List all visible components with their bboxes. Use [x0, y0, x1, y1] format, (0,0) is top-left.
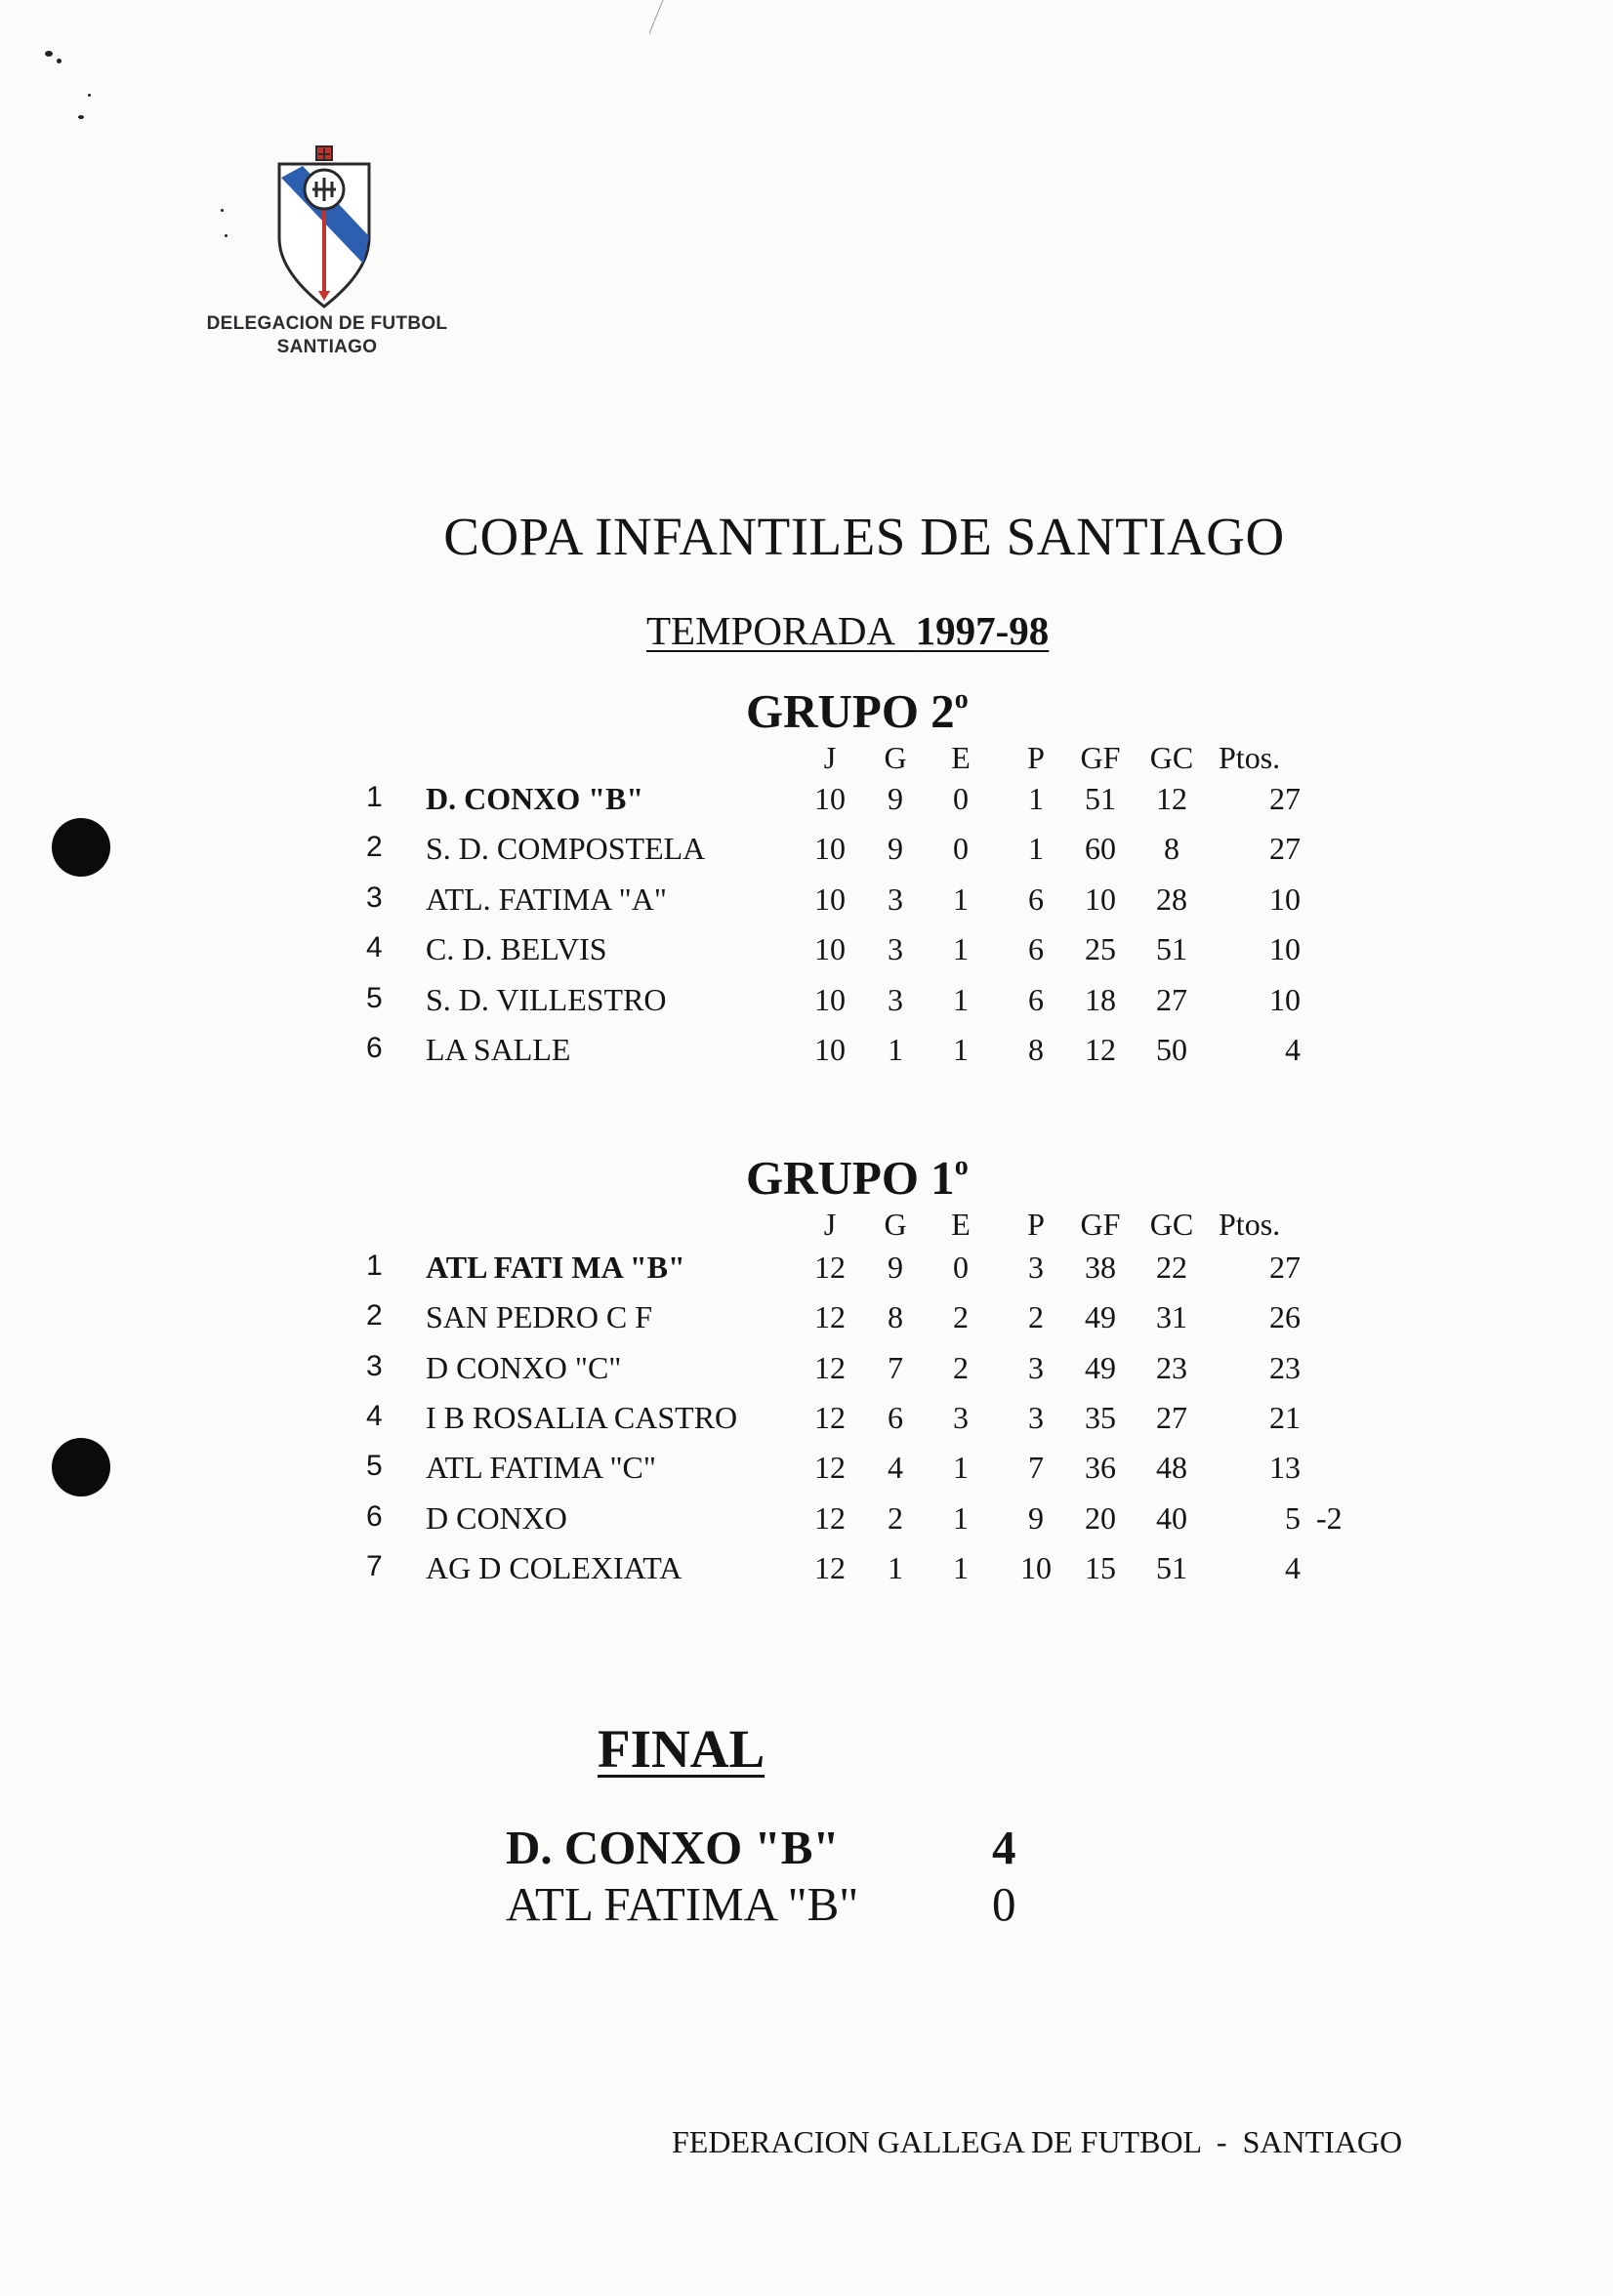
table-row	[0, 1400, 1613, 1439]
stat-cell-gc: 23	[1156, 1349, 1187, 1385]
stat-cell-pts: 10	[1269, 931, 1301, 967]
stat-cell-e: 1	[953, 1032, 969, 1067]
stat-cell-g: 2	[888, 1499, 903, 1536]
stat-cell-j: 10	[814, 831, 846, 867]
season-label: TEMPORADA	[646, 608, 896, 653]
final-team: ATL FATIMA "B"	[506, 1877, 859, 1931]
stat-cell-j: 10	[814, 881, 846, 917]
stat-cell-pts: 10	[1269, 981, 1301, 1017]
column-header: G	[884, 1207, 907, 1242]
stat-cell-gc: 28	[1156, 881, 1187, 917]
column-header: E	[951, 1207, 971, 1242]
stat-cell-e: 0	[953, 1250, 969, 1285]
group-name: GRUPO 1	[746, 1151, 955, 1205]
penalty-note-cell: -2	[1316, 1499, 1343, 1536]
position-cell: 7	[366, 1549, 383, 1582]
group-ordinal: o	[954, 684, 969, 715]
stat-cell-pts: 5	[1285, 1499, 1301, 1536]
stat-cell-e: 1	[953, 1499, 969, 1536]
stat-cell-gc: 22	[1156, 1250, 1187, 1285]
column-header: P	[1027, 740, 1045, 775]
stat-cell-g: 6	[888, 1399, 903, 1435]
document-footer: FEDERACION GALLEGA DE FUTBOL - SANTIAGO	[672, 2124, 1403, 2159]
team-name-cell: I B ROSALIA CASTRO	[426, 1399, 738, 1435]
stat-cell-gf: 60	[1085, 831, 1116, 867]
stat-cell-e: 0	[953, 831, 969, 867]
stat-cell-g: 4	[888, 1450, 903, 1486]
table-row	[0, 781, 1613, 820]
stat-cell-g: 9	[888, 781, 903, 816]
group-title	[746, 1150, 969, 1206]
final-title: FINAL	[598, 1719, 765, 1779]
stat-cell-gc: 48	[1156, 1450, 1187, 1486]
stat-cell-gc: 27	[1156, 1399, 1187, 1435]
stat-cell-p: 6	[1028, 931, 1044, 967]
position-cell: 3	[366, 881, 383, 914]
group-ordinal: o	[954, 1151, 969, 1181]
table-row	[0, 931, 1613, 970]
stat-cell-e: 2	[953, 1349, 969, 1385]
stat-cell-gf: 10	[1085, 881, 1116, 917]
stat-cell-gf: 51	[1085, 781, 1116, 816]
scan-speck	[225, 234, 227, 237]
season-heading	[646, 607, 1049, 654]
stat-cell-gf: 18	[1085, 981, 1116, 1017]
team-name-cell: C. D. BELVIS	[426, 931, 607, 967]
column-header: Ptos.	[1219, 1207, 1281, 1242]
final-row-runner-up	[506, 1876, 1092, 1931]
team-name-cell: D CONXO	[426, 1499, 567, 1536]
stat-cell-p: 3	[1028, 1349, 1044, 1385]
stat-cell-j: 12	[814, 1299, 846, 1335]
stat-cell-pts: 27	[1269, 781, 1301, 816]
stat-cell-j: 10	[814, 781, 846, 816]
stat-cell-p: 6	[1028, 981, 1044, 1017]
logo-caption-line1: DELEGACION DE FUTBOL	[206, 313, 448, 334]
stat-cell-p: 8	[1028, 1032, 1044, 1067]
stat-cell-e: 1	[953, 881, 969, 917]
group-title	[746, 683, 969, 739]
stat-cell-j: 10	[814, 1032, 846, 1067]
stat-cell-e: 3	[953, 1399, 969, 1435]
stat-cell-p: 3	[1028, 1399, 1044, 1435]
column-header: GC	[1149, 740, 1194, 775]
logo-caption	[166, 312, 488, 359]
stat-cell-gf: 25	[1085, 931, 1116, 967]
position-cell: 4	[366, 931, 383, 964]
stat-cell-gf: 49	[1085, 1349, 1116, 1385]
table-row	[0, 882, 1613, 921]
stat-cell-g: 9	[888, 831, 903, 867]
team-name-cell: D. CONXO "B"	[426, 781, 644, 816]
position-cell: 3	[366, 1349, 383, 1382]
team-name-cell: ATL. FATIMA "A"	[426, 881, 667, 917]
stat-cell-e: 1	[953, 931, 969, 967]
table-row	[0, 1299, 1613, 1338]
stat-cell-gf: 20	[1085, 1499, 1116, 1536]
table-row	[0, 1550, 1613, 1589]
scan-speck	[88, 94, 91, 97]
position-cell: 2	[366, 831, 383, 864]
stat-cell-j: 12	[814, 1450, 846, 1486]
position-cell: 1	[366, 781, 383, 813]
position-cell: 5	[366, 1450, 383, 1483]
final-team: D. CONXO "B"	[506, 1821, 840, 1874]
table-row	[0, 982, 1613, 1021]
stat-cell-g: 8	[888, 1299, 903, 1335]
team-name-cell: SAN PEDRO C F	[426, 1299, 653, 1335]
final-score: 4	[992, 1821, 1016, 1874]
stat-cell-p: 7	[1028, 1450, 1044, 1486]
stat-cell-p: 10	[1020, 1549, 1052, 1585]
document-title: COPA INFANTILES DE SANTIAGO	[443, 507, 1285, 566]
scan-speck	[45, 51, 53, 57]
stat-cell-g: 1	[888, 1032, 903, 1067]
stat-cell-gc: 27	[1156, 981, 1187, 1017]
stat-cell-e: 1	[953, 981, 969, 1017]
stat-cell-gf: 12	[1085, 1032, 1116, 1067]
stat-cell-j: 12	[814, 1499, 846, 1536]
federation-crest-logo	[273, 144, 375, 308]
stat-cell-g: 3	[888, 981, 903, 1017]
stat-cell-e: 1	[953, 1450, 969, 1486]
stat-cell-j: 12	[814, 1549, 846, 1585]
stat-cell-gf: 36	[1085, 1450, 1116, 1486]
team-name-cell: ATL FATI MA "B"	[426, 1250, 685, 1285]
scan-speck	[221, 209, 224, 212]
table-row	[0, 831, 1613, 870]
stat-cell-p: 6	[1028, 881, 1044, 917]
stat-cell-p: 9	[1028, 1499, 1044, 1536]
stat-cell-e: 2	[953, 1299, 969, 1335]
stat-cell-gf: 15	[1085, 1549, 1116, 1585]
table-row	[0, 1350, 1613, 1389]
stat-cell-gc: 50	[1156, 1032, 1187, 1067]
position-cell: 5	[366, 981, 383, 1014]
final-score: 0	[992, 1877, 1016, 1931]
table-row	[0, 1500, 1613, 1539]
stat-cell-j: 10	[814, 981, 846, 1017]
stat-cell-p: 1	[1028, 831, 1044, 867]
position-cell: 6	[366, 1499, 383, 1533]
stat-cell-e: 1	[953, 1549, 969, 1585]
stat-cell-pts: 4	[1285, 1032, 1301, 1067]
stat-cell-j: 12	[814, 1250, 846, 1285]
stat-cell-pts: 4	[1285, 1549, 1301, 1585]
scan-scratch	[649, 0, 665, 34]
team-name-cell: S. D. COMPOSTELA	[426, 831, 706, 867]
table-row	[0, 1450, 1613, 1489]
table-header	[0, 740, 1613, 779]
position-cell: 4	[366, 1399, 383, 1432]
season-year: 1997-98	[915, 608, 1050, 653]
stat-cell-gc: 12	[1156, 781, 1187, 816]
stat-cell-gf: 49	[1085, 1299, 1116, 1335]
table-row	[0, 1032, 1613, 1071]
stat-cell-gc: 8	[1164, 831, 1179, 867]
stat-cell-gc: 51	[1156, 1549, 1187, 1585]
group-name: GRUPO 2	[746, 684, 955, 738]
stat-cell-p: 3	[1028, 1250, 1044, 1285]
table-row	[0, 1250, 1613, 1289]
column-header: G	[884, 740, 907, 775]
stat-cell-p: 1	[1028, 781, 1044, 816]
column-header: GC	[1149, 1207, 1194, 1242]
stat-cell-gf: 38	[1085, 1250, 1116, 1285]
stat-cell-pts: 23	[1269, 1349, 1301, 1385]
team-name-cell: AG D COLEXIATA	[426, 1549, 682, 1585]
stat-cell-e: 0	[953, 781, 969, 816]
stat-cell-g: 3	[888, 881, 903, 917]
team-name-cell: S. D. VILLESTRO	[426, 981, 667, 1017]
stat-cell-p: 2	[1028, 1299, 1044, 1335]
column-header: GF	[1080, 1207, 1121, 1242]
scan-speck	[57, 59, 62, 63]
stat-cell-pts: 10	[1269, 881, 1301, 917]
position-cell: 6	[366, 1032, 383, 1064]
column-header: E	[951, 740, 971, 775]
stat-cell-g: 9	[888, 1250, 903, 1285]
logo-caption-line2: SANTIAGO	[276, 337, 378, 357]
stat-cell-j: 10	[814, 931, 846, 967]
position-cell: 2	[366, 1299, 383, 1332]
table-header	[0, 1207, 1613, 1246]
column-header: GF	[1080, 740, 1121, 775]
column-header: J	[823, 1207, 837, 1242]
stat-cell-gf: 35	[1085, 1399, 1116, 1435]
stat-cell-gc: 31	[1156, 1299, 1187, 1335]
column-header: P	[1027, 1207, 1045, 1242]
stat-cell-gc: 40	[1156, 1499, 1187, 1536]
final-row-winner	[506, 1820, 1092, 1874]
stat-cell-g: 7	[888, 1349, 903, 1385]
stat-cell-pts: 27	[1269, 831, 1301, 867]
stat-cell-g: 3	[888, 931, 903, 967]
stat-cell-pts: 26	[1269, 1299, 1301, 1335]
team-name-cell: D CONXO "C"	[426, 1349, 622, 1385]
team-name-cell: LA SALLE	[426, 1032, 571, 1067]
scan-speck	[78, 115, 84, 119]
position-cell: 1	[366, 1250, 383, 1282]
stat-cell-g: 1	[888, 1549, 903, 1585]
stat-cell-pts: 21	[1269, 1399, 1301, 1435]
stat-cell-pts: 13	[1269, 1450, 1301, 1486]
stat-cell-gc: 51	[1156, 931, 1187, 967]
stat-cell-j: 12	[814, 1399, 846, 1435]
column-header: J	[823, 740, 837, 775]
stat-cell-j: 12	[814, 1349, 846, 1385]
team-name-cell: ATL FATIMA "C"	[426, 1450, 656, 1486]
stat-cell-pts: 27	[1269, 1250, 1301, 1285]
column-header: Ptos.	[1219, 740, 1281, 775]
